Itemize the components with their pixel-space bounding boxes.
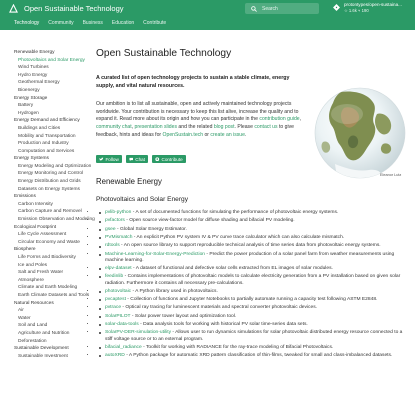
sidebar-item-climate-datasets[interactable]: Earth Climate Datasets and Tools xyxy=(18,292,90,298)
project-description: - Allows user to run dynamics simulations for solar photovoltaic distributed energy resource connected to a stiff voltage source or to an external program. xyxy=(105,330,403,342)
sidebar-item-energy-storage[interactable]: Energy Storage xyxy=(14,95,48,101)
sidebar-item-photovoltaics[interactable]: Photovoltaics and Solar Energy xyxy=(18,57,85,63)
list-item xyxy=(96,273,408,288)
repo-name: protontypes/open-sustaina... xyxy=(344,2,402,7)
project-description: - Contains implementations of photovoltaic models to calculate electricity generation from a PV installation based on given solar radiation. Furthermore it contains all necessary pre-calculations. xyxy=(105,274,401,286)
sidebar-item-soil-land[interactable]: Soil and Land xyxy=(18,323,48,329)
list-item xyxy=(96,217,408,225)
sidebar-item-carbon-capture[interactable]: Carbon Capture and Removel xyxy=(18,209,82,215)
site-title[interactable]: Open Sustainable Technology xyxy=(24,3,124,13)
project-description: - A Python package for automatic XRD pattern classification of thin-films, tweaked for small and class-imbalanced datasets. xyxy=(124,353,393,359)
search-icon xyxy=(251,6,257,12)
project-link[interactable]: solar-data-tools xyxy=(105,321,139,327)
sidebar-item-geothermal-energy[interactable]: Geothermal Energy xyxy=(18,80,60,86)
intro-sep-1: , xyxy=(299,116,302,123)
sidebar-item-circular-economy[interactable]: Circular Economy and Waste xyxy=(18,239,80,245)
project-link[interactable]: feedinlib xyxy=(105,274,124,280)
sidebar-item-sustainable-development[interactable]: Sustainable Development xyxy=(14,346,69,352)
search-box[interactable] xyxy=(245,3,319,14)
page-title: Open Sustainable Technology xyxy=(96,48,232,59)
list-item xyxy=(96,265,408,273)
sidebar-item-air[interactable]: Air xyxy=(18,308,24,314)
intro-text-3: . Please xyxy=(234,123,255,130)
project-description: - Open source view-factor model for diffuse shading and bifacial PV modeling. xyxy=(124,218,295,224)
blog-post-link[interactable]: blog post xyxy=(213,123,235,130)
nav-tabs xyxy=(0,16,415,30)
contribution-guide-link[interactable]: contribution guide xyxy=(259,116,300,123)
twitter-icon xyxy=(99,157,104,162)
project-link[interactable]: bifacial_radiance xyxy=(105,344,142,350)
sidebar-item-energy-distribution[interactable]: Energy Distribution and Grids xyxy=(18,179,81,185)
project-description: - A dataset of functional and defective solar cells extracted from EL images of solar modules. xyxy=(131,265,333,271)
sidebar-item-salt-fresh-water[interactable]: Salt and Fresh Water xyxy=(18,270,64,276)
tab-technology[interactable]: Technology xyxy=(14,20,40,26)
intro-text-1: Our ambition is to list all sustainable, open and actively maintained technology projects worldwide. Your contribution is necessary to keep this list alive, increase the quality and to expand it. Read more about its origin and how you can participate in the xyxy=(96,101,299,123)
chat-button[interactable] xyxy=(126,155,148,163)
project-link[interactable]: Machine-Learning-for-Solar-Energy-Prediction xyxy=(105,251,206,257)
sidebar-item-hydrogen[interactable]: Hydrogen xyxy=(18,110,39,116)
project-description: - A set of documented functions for simulating the performance of photovoltaic energy systems. xyxy=(131,210,339,215)
list-item xyxy=(96,313,408,321)
project-link[interactable]: elpv-dataset xyxy=(105,265,132,271)
contribute-button[interactable] xyxy=(152,155,186,163)
project-link[interactable]: gsee xyxy=(105,226,116,232)
sidebar-item-natural-resources[interactable]: Natural Resources xyxy=(14,300,54,306)
sidebar-item-agriculture[interactable]: Agriculture and Nutrition xyxy=(18,330,70,336)
project-description: - An open source library to support reproducible technical analysis of time series data from photovoltaic energy systems. xyxy=(119,243,381,249)
sidebar-item-energy-demand[interactable]: Energy Demand and Efficiency xyxy=(14,118,80,124)
sidebar-item-buildings-cities[interactable]: Buildings and Cities xyxy=(18,125,61,131)
sidebar-item-water[interactable]: Water xyxy=(18,315,31,321)
sidebar-nav xyxy=(14,49,96,360)
project-description: - Toolkit for working with RADIANCE for the ray-trace modeling of Bifacial Photovoltaics. xyxy=(141,344,334,350)
tab-education[interactable]: Education xyxy=(111,20,135,26)
sidebar-item-energy-systems[interactable]: Energy Systems xyxy=(14,156,49,162)
search-input[interactable] xyxy=(262,6,318,12)
project-link[interactable]: pvlib-python xyxy=(105,210,132,215)
list-item xyxy=(96,226,408,234)
project-list xyxy=(96,209,408,360)
project-link[interactable]: pvcaptest xyxy=(105,297,126,303)
sidebar-item-bioenergy[interactable]: Bioenergy xyxy=(18,87,40,93)
site-logo-icon[interactable] xyxy=(9,4,18,13)
intro-text-2: and the related xyxy=(177,123,214,130)
sidebar-item-renewable-energy[interactable]: Renewable Energy xyxy=(14,50,55,55)
chat-icon xyxy=(129,157,134,162)
tab-business[interactable]: Business xyxy=(82,20,103,26)
opensustain-link[interactable]: OpenSustain.tech xyxy=(162,131,204,138)
social-buttons xyxy=(96,155,186,163)
project-description: - Data analysis tools for working with historical PV solar time-series data sets. xyxy=(138,321,308,327)
project-description: - Solar power tower layout and optimization tool. xyxy=(130,313,237,319)
project-description: - Global Solar Energy Estimator. xyxy=(115,226,187,232)
intro-sep-2: , xyxy=(131,123,135,130)
repo-link[interactable] xyxy=(333,2,413,13)
sidebar-item-ice-poles[interactable]: Ice and Poles xyxy=(18,262,48,268)
contact-us-link[interactable]: contact us xyxy=(254,123,278,130)
project-link[interactable]: SolarPV-DER-simulation-utility xyxy=(105,330,172,336)
project-link[interactable]: pvfactors xyxy=(105,218,125,224)
project-description: - Collection of functions and Jupyter Notebooks to partially automate running a capacity test following ASTM E2848. xyxy=(125,297,378,303)
follow-button[interactable] xyxy=(96,155,122,163)
sidebar-item-energy-modeling[interactable]: Energy Modeling and Optimization xyxy=(18,163,92,169)
globe-illustration xyxy=(311,84,409,182)
github-icon xyxy=(155,157,160,162)
project-description: - An explicit Python PV system IV & PV curve trace calculator which can also calculate mismatch. xyxy=(132,234,345,240)
list-item xyxy=(96,321,408,329)
tab-contribute[interactable]: Contribute xyxy=(143,20,167,26)
sidebar-item-carbon-intensity[interactable]: Carbon Intensity xyxy=(18,201,53,207)
git-icon xyxy=(333,4,340,11)
list-item xyxy=(96,296,408,304)
project-link[interactable]: PVMismatch xyxy=(105,234,133,240)
lead-text: A curated list of open technology projects to sustain a stable climate, energy supply, and vital natural resources. xyxy=(96,75,290,89)
presentation-slides-link[interactable]: presentation slides xyxy=(134,123,177,130)
list-item xyxy=(96,250,408,265)
section-heading-renewable-energy: Renewable Energy xyxy=(96,177,162,186)
intro-text-6: . xyxy=(244,131,247,138)
list-item xyxy=(96,209,408,217)
project-link[interactable]: rdtools xyxy=(105,243,120,249)
list-item xyxy=(96,234,408,242)
sidebar-item-wind-turbines[interactable]: Wind Turbines xyxy=(18,65,49,71)
sidebar-item-energy-monitoring[interactable]: Energy Monitoring and Control xyxy=(18,171,84,177)
list-item xyxy=(96,304,408,312)
intro-text-5: or xyxy=(203,131,211,138)
project-link[interactable]: photovoltaic xyxy=(105,288,132,294)
create-issue-link[interactable]: create an issue xyxy=(210,131,245,138)
sidebar-item-atmosphere[interactable]: Atmosphere xyxy=(18,277,44,283)
sidebar-item-energy-datasets[interactable]: Datasets on Energy Systems xyxy=(18,186,80,192)
sidebar-item-ecological-footprint[interactable]: Ecological Footprint xyxy=(14,224,57,230)
project-link[interactable]: pvtrace xyxy=(105,305,122,311)
sidebar-item-production-industry[interactable]: Production and Industry xyxy=(18,141,69,147)
header-bar xyxy=(0,0,415,16)
sidebar-item-biosphere[interactable]: Biosphere xyxy=(14,247,36,253)
list-item xyxy=(96,288,408,296)
image-credit: Eleanor Lutz xyxy=(380,173,402,177)
repo-stats: ☆ 1.6k ⑂ 190 xyxy=(344,7,369,13)
list-item xyxy=(96,329,408,344)
sidebar-item-life-cycle[interactable]: Life Cycle Assessment xyxy=(18,232,67,238)
community-chat-link[interactable]: community chat xyxy=(96,123,132,130)
subsection-heading-photovoltaics: Photovoltaics and Solar Energy xyxy=(96,196,189,203)
sidebar-item-deforestation[interactable]: Deforestation xyxy=(18,338,47,344)
project-link[interactable]: autoXRD xyxy=(105,353,125,359)
sidebar-item-emissions[interactable]: Emissions xyxy=(14,194,36,200)
follow-label: Follow xyxy=(105,156,119,162)
sidebar-item-emission-observation[interactable]: Emission Observation and Modeling xyxy=(18,216,95,222)
list-item xyxy=(96,344,408,352)
intro-text-4: to give feedback, hints and ideas for xyxy=(96,123,294,138)
sidebar-item-computation-services[interactable]: Computation and Services xyxy=(18,148,75,154)
sidebar-item-climate-modeling[interactable]: Climate and Earth Modeling xyxy=(18,285,78,291)
project-description: - A Python library used in photovoltaics. xyxy=(131,288,218,294)
list-item xyxy=(96,242,408,250)
chat-label: Chat xyxy=(135,156,145,162)
project-description: - Optical ray tracing for luminescent materials and spectral converter photovoltaic devices. xyxy=(121,305,318,311)
sidebar-item-hydro-energy[interactable]: Hydro Energy xyxy=(18,72,48,78)
intro-paragraph xyxy=(96,101,303,139)
sidebar-item-sustainable-investment[interactable]: Sustainable Investment xyxy=(18,353,68,359)
list-item xyxy=(96,352,408,360)
sidebar-item-battery[interactable]: Battery xyxy=(18,103,34,109)
project-link[interactable]: SolarPILOT xyxy=(105,313,131,319)
tab-community[interactable]: Community xyxy=(48,20,74,26)
contribute-label: Contribute xyxy=(161,156,183,162)
sidebar-item-life-forms[interactable]: Life Forms and Biodiversity xyxy=(18,255,76,260)
project-description: - Predict the power production of a solar panel farm from weather measurements using machine learning. xyxy=(105,251,395,263)
sidebar-item-mobility[interactable]: Mobility and Transportation xyxy=(18,133,76,139)
